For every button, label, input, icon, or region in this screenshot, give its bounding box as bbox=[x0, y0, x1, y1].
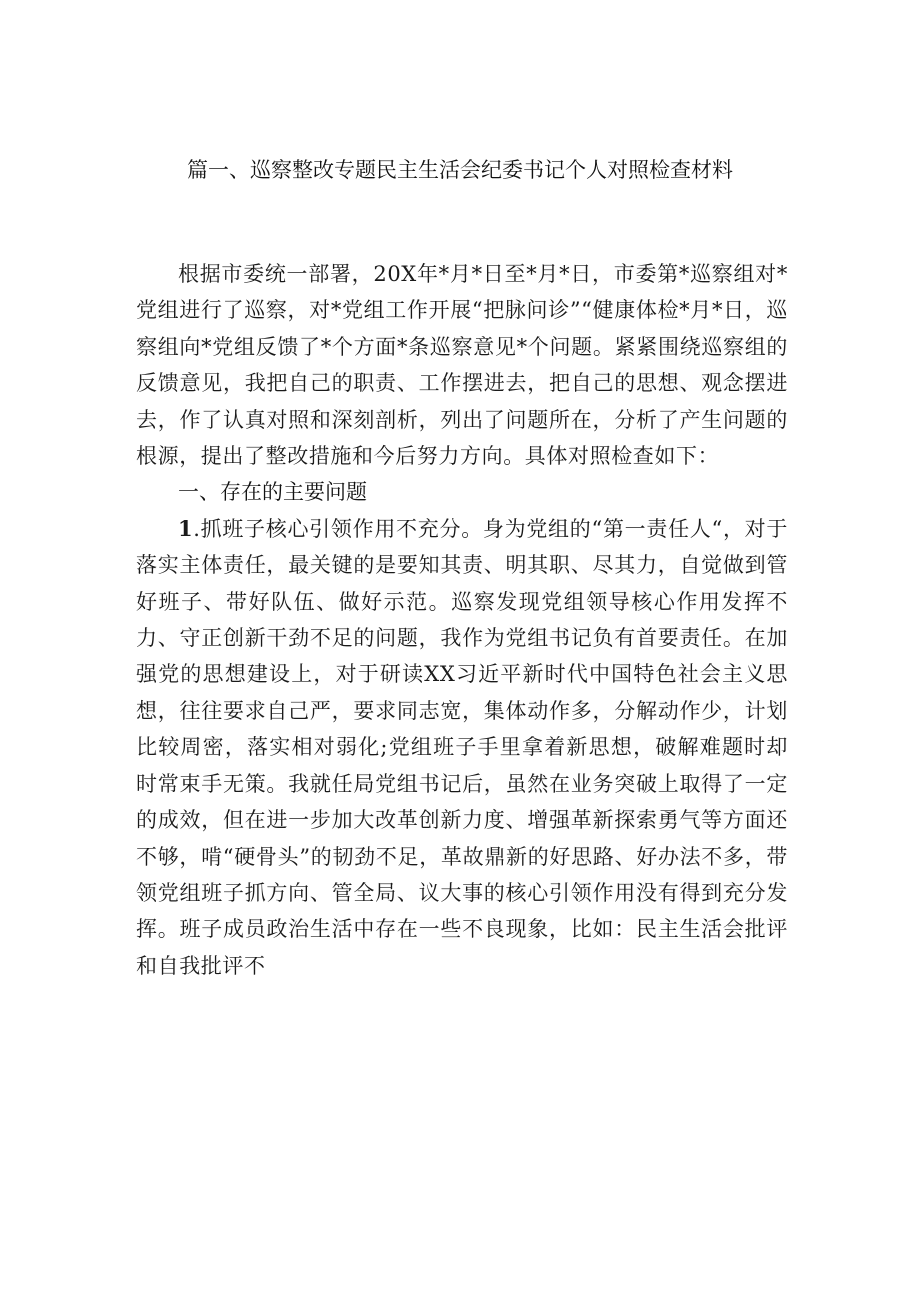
item-1-text: .抓班子核心引领作用不充分。身为党组的“第一责任人“，对于落实主体责任，最关键的是要知其责、明其职、尽其力，自觉做到管好班子、带好队伍、做好示范。巡察发现党组领导核心作用发挥不力、守正创新干劲不足的问题，我作为党组书记负有首要责任。在加强党的思想建设上，对于研读XX习近平新时代中国特色社会主义思想，往往要求自己严，要求同志宽，集体动作多，分解动作少，计划比较周密，落实相对弱化;党组班子手里拿着新思想，破解难题时却时常束手无策。我就任局党组书记后，虽然在业务突破上取得了一定的成效，但在进一步加大改革创新力度、增强革新探索勇气等方面还不够，啃“硬骨头”的韧劲不足，革故鼎新的好思路、好办法不多，带领党组班子抓方向、管全局、议大事的核心引领作用没有得到充分发挥。班子成员政治生活中存在一些不良现象，比如：民主生活会批评和自我批评不 bbox=[136, 516, 788, 978]
section-heading: 一、存在的主要问题 bbox=[178, 480, 367, 505]
document-title: 篇一、巡察整改专题民主生活会纪委书记个人对照检查材料 bbox=[187, 158, 733, 182]
intro-paragraph: 根据市委统一部署，20X年*月*日至*月*日，市委第*巡察组对*党组进行了巡察，对*党组工作开展“把脉问诊”“健康体检*月*日，巡察组向*党组反馈了*个方面*条巡察意见*个问题。紧紧围绕巡察组的反馈意见，我把自己的职责、工作摆进去，把自己的思想、观念摆进去，作了认真对照和深刻剖析，列出了问题所在，分析了产生问题的根源，提出了整改措施和今后努力方向。具体对照检查如下： bbox=[136, 262, 788, 469]
item-1-number: 1 bbox=[178, 515, 194, 541]
item-1-paragraph bbox=[136, 511, 788, 984]
document-body bbox=[136, 256, 788, 984]
